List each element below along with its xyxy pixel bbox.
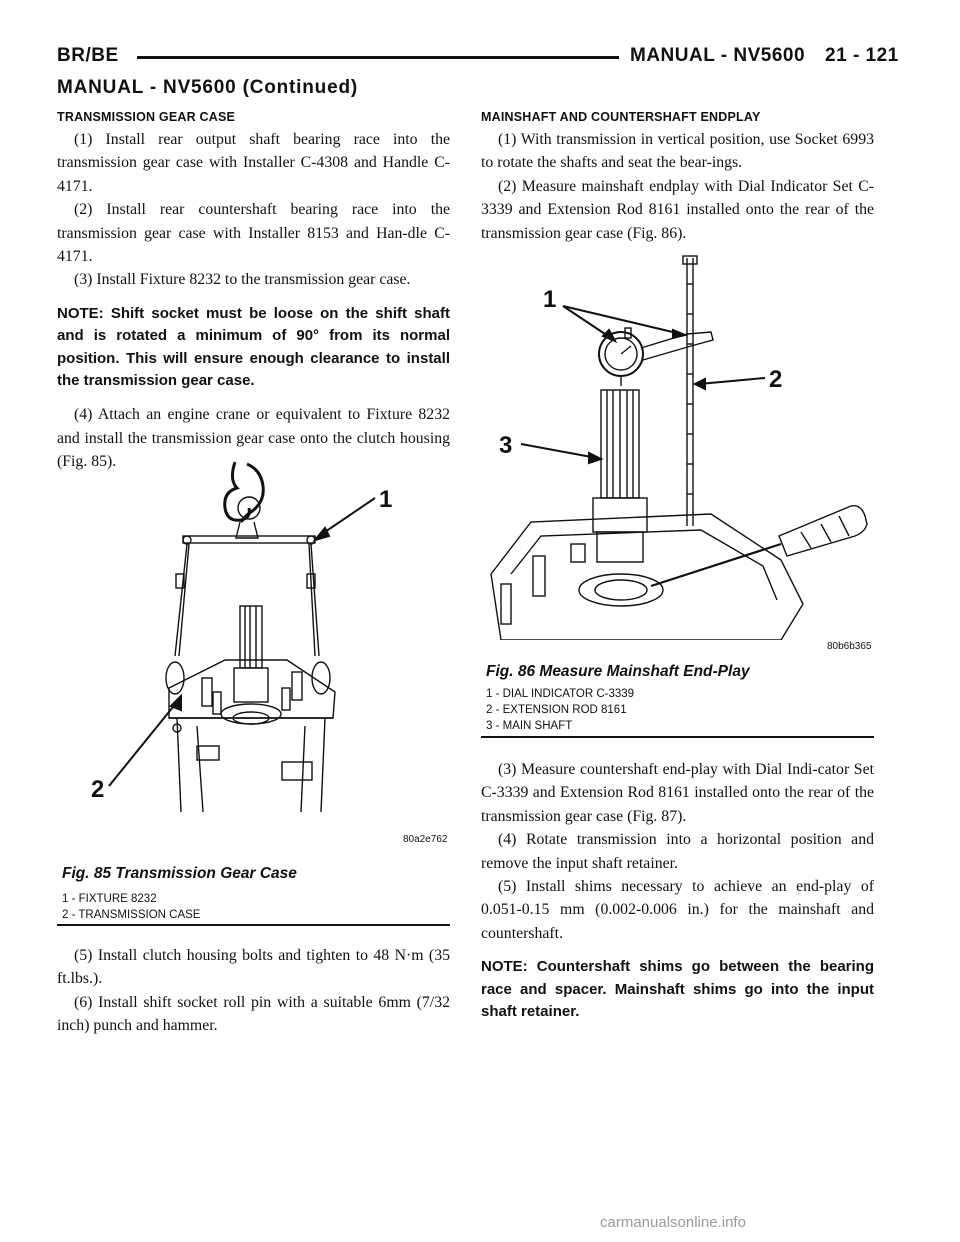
left-step-6: (6) Install shift socket roll pin with a suitable 6mm (7/32 inch) punch and hammer. (57, 993, 450, 1035)
fig85-code: 80a2e762 (403, 834, 448, 845)
fig86-caption: Fig. 86 Measure Mainshaft End-Play (486, 663, 750, 680)
fig86-legend (486, 686, 634, 734)
left-step-4: (4) Attach an engine crane or equivalent to Fixture 8232 and install the transmission gear case onto the clutch housing (Fig. 85). (57, 406, 450, 471)
fig86-rule (481, 736, 874, 738)
right-step-2: (2) Measure mainshaft endplay with Dial Indicator Set C-3339 and Extension Rod 8161 installed onto the rear of the transmission gear case (Fig. 86). (481, 177, 874, 242)
left-note: NOTE: Shift socket must be loose on the shift shaft and is rotated a minimum of 90° from its normal position. This will ensure enough clearance to install the transmission gear case. (57, 304, 450, 390)
section-title: MANUAL - NV5600 (Continued) (57, 77, 358, 98)
right-step-3: (3) Measure countershaft end-play with Dial Indi-cator Set C-3339 and Extension Rod 8161 installed onto the rear of the transmission gear case (Fig. 87). (481, 761, 874, 825)
fig86-callout-2: 2 (769, 366, 783, 393)
left-heading: TRANSMISSION GEAR CASE (57, 110, 236, 124)
right-step-5: (5) Install shims necessary to achieve an end-play of 0.051-0.15 mm (0.002-0.006 in.) for the mainshaft and countershaft. (481, 878, 874, 942)
right-step-4: (4) Rotate transmission into a horizontal position and remove the input shaft retainer. (481, 831, 874, 872)
right-step-1: (1) With transmission in vertical position, use Socket 6993 to rotate the shafts and seat the bear-ings. (481, 131, 874, 172)
fig86-legend-1: 1 - DIAL INDICATOR C-3339 (486, 688, 635, 700)
fig86-callout-1: 1 (543, 286, 557, 313)
fig86-callout-3: 3 (499, 432, 513, 459)
fig85-rule (57, 924, 450, 926)
header-manual-title: MANUAL - NV5600 (630, 45, 806, 66)
left-step-2: (2) Install rear countershaft bearing race into the transmission gear case with Installer 8153 and Han-dle C-4171. (57, 201, 450, 266)
watermark: carmanualsonline.info (600, 1214, 746, 1231)
fig85-legend (62, 891, 200, 923)
left-step-5: (5) Install clutch housing bolts and tighten to 48 N·m (35 ft.lbs.). (57, 947, 450, 988)
fig86-illustration (481, 254, 874, 640)
fig86-legend-2: 2 - EXTENSION ROD 8161 (486, 704, 627, 716)
fig86-legend-3: 3 - MAIN SHAFT (486, 720, 573, 732)
page-number: 21 - 121 (825, 45, 899, 66)
left-column (57, 108, 450, 474)
fig85-legend-1: 1 - FIXTURE 8232 (62, 893, 157, 905)
fig85-callout-2: 2 (91, 776, 105, 803)
fig85-caption: Fig. 85 Transmission Gear Case (62, 865, 297, 882)
right-column-bottom (481, 758, 874, 1023)
header-rule (137, 56, 619, 59)
fig86-code: 80b6b365 (827, 641, 872, 652)
fig85-illustration (57, 456, 450, 816)
right-note: NOTE: Countershaft shims go between the bearing race and spacer. Mainshaft shims go into the input shaft retainer. (481, 958, 874, 1021)
right-column (481, 108, 874, 245)
header-right (630, 45, 899, 67)
left-step-3: (3) Install Fixture 8232 to the transmission gear case. (74, 271, 411, 289)
header-left: BR/BE (57, 45, 119, 66)
left-step-1: (1) Install rear output shaft bearing race into the transmission gear case with Installer C-4308 and Handle C-4171. (57, 131, 450, 195)
left-column-bottom (57, 944, 450, 1038)
fig85-callout-1: 1 (379, 486, 393, 513)
fig86-drawing (481, 254, 874, 640)
right-heading: MAINSHAFT AND COUNTERSHAFT ENDPLAY (481, 110, 761, 124)
fig85-legend-2: 2 - TRANSMISSION CASE (62, 909, 201, 921)
